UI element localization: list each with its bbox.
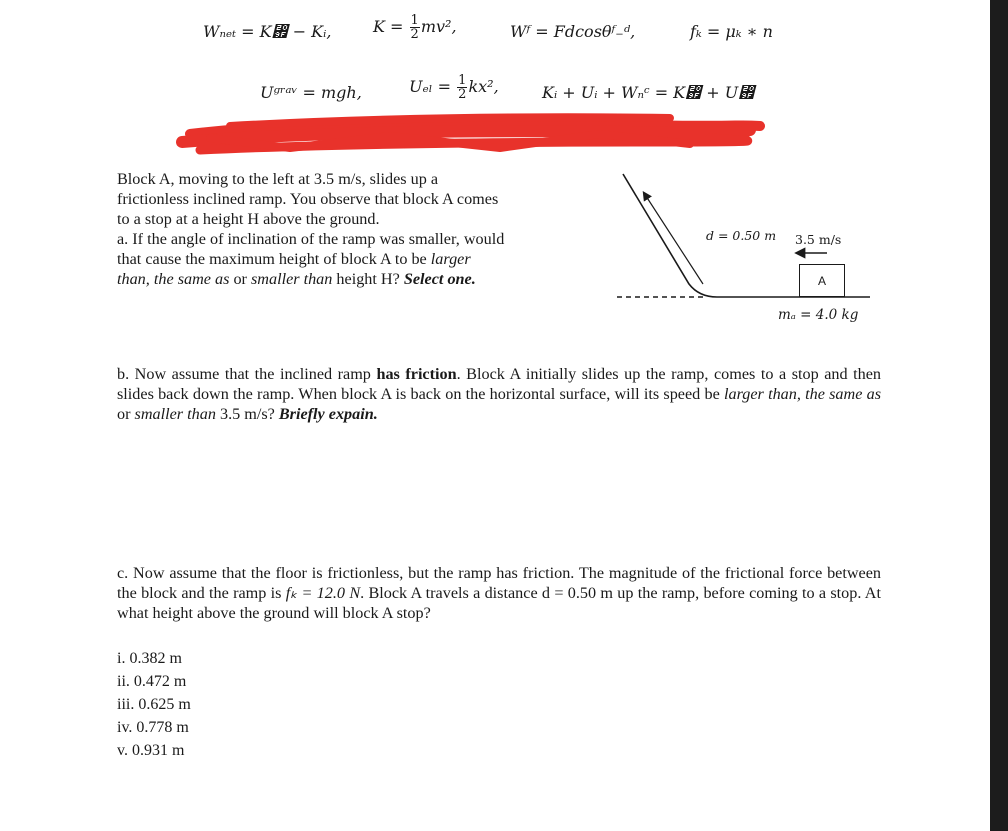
qc-prefix: c. Now assume that the floor is frictionless, but the ramp has friction. The magnitude of the frictional force between the block and the ramp is [117, 564, 881, 602]
speed-label: 3.5 m/s [795, 232, 842, 247]
option-i: i. 0.382 m [117, 650, 182, 667]
qb-larger-same: larger than, the same as [723, 385, 881, 403]
uel-rhs: kx², [468, 77, 499, 96]
qb-speed: 3.5 m/s? [215, 405, 279, 423]
qa-line-4: a. If the angle of inclination of the ramp was smaller, would [117, 230, 505, 248]
ke-rhs: mv², [420, 17, 457, 36]
option-ii: ii. 0.472 m [117, 673, 187, 690]
ke-lhs: K = [373, 17, 404, 36]
equation-gravitational-pe: Uᵍʳᵃᵛ = mgh, [260, 83, 362, 102]
question-b [117, 364, 881, 424]
redaction-scribble [170, 108, 770, 160]
uel-fraction [457, 74, 467, 101]
uel-den: 2 [458, 87, 467, 102]
uel-num: 1 [458, 73, 467, 88]
equation-friction-work: Wᶠ = Fdcosθᶠ₋ᵈ, [510, 22, 636, 41]
equation-net-work: Wₙₑₜ = K₟ − Kᵢ, [203, 22, 332, 41]
qb-or: or [117, 405, 135, 423]
distance-arrow [644, 193, 703, 284]
mass-label: mₐ = 4.0 kg [778, 307, 859, 323]
option-iv: iv. 0.778 m [117, 719, 189, 736]
option-iii: iii. 0.625 m [117, 696, 191, 713]
qb-smaller: smaller than [134, 405, 216, 423]
equation-elastic-pe [409, 74, 499, 101]
qb-mid: . Block A initially slides up the ramp, comes to a stop and then slides back down the ramp. When block A is back on the horizontal surface, will its speed be [117, 365, 881, 403]
equation-energy-conservation: Kᵢ + Uᵢ + Wₙᶜ = K₟ + U₟ [542, 83, 755, 102]
adjacent-window-edge [990, 0, 1008, 831]
ke-fraction [410, 14, 420, 41]
block-a [799, 264, 845, 297]
ke-num: 1 [410, 13, 419, 28]
qa-line-5-text: that cause the maximum height of block A to be [117, 250, 431, 268]
qa-larger: larger [430, 250, 471, 268]
block-a-label: A [817, 273, 826, 288]
qb-briefly-explain: Briefly expain. [278, 405, 378, 423]
qa-or: or [229, 270, 251, 288]
question-a [117, 169, 597, 289]
qa-same: than, the same as [117, 270, 230, 288]
qa-line-5 [117, 249, 597, 269]
qb-prefix: b. Now assume that the inclined ramp [117, 365, 377, 383]
qc-fk: fₖ = 12.0 N [285, 584, 361, 602]
qa-line-2: frictionless inclined ramp. You observe that block A comes [117, 190, 499, 208]
option-v: v. 0.931 m [117, 742, 185, 759]
question-c [117, 563, 881, 623]
qa-line-1: Block A, moving to the left at 3.5 m/s, slides up a [117, 170, 439, 188]
uel-lhs: Uₑₗ = [409, 77, 452, 96]
qc-suffix: . Block A travels a distance d = 0.50 m up the ramp, before coming to a stop. At what height above the ground will block A stop? [117, 584, 881, 622]
qa-smaller: smaller than [250, 270, 333, 288]
ke-den: 2 [410, 27, 419, 42]
qa-select-one: Select one. [403, 270, 476, 288]
distance-label: d = 0.50 m [706, 228, 777, 243]
equation-kinetic-friction: fₖ = μₖ ∗ n [690, 22, 773, 41]
equation-kinetic-energy [373, 14, 457, 41]
qa-height-h: height H? [332, 270, 404, 288]
qa-line-6 [117, 269, 597, 289]
qb-has-friction: has friction [376, 365, 457, 383]
qa-line-3: to a stop at a height H above the ground. [117, 210, 380, 228]
ramp-incline [623, 174, 717, 297]
